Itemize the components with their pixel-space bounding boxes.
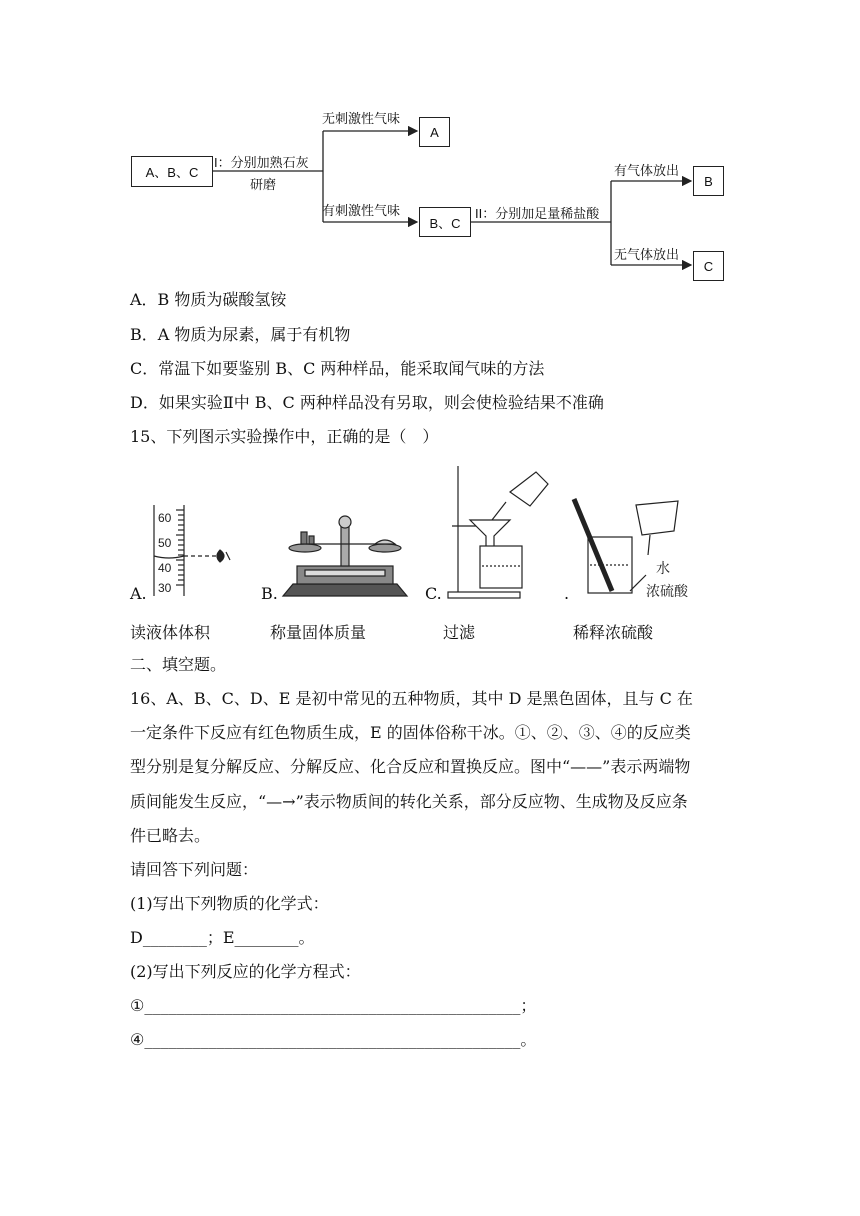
- q16-line-4: 质间能发生反应，“—→”表示物质间的转化关系，部分反应物、生成物及反应条: [130, 792, 688, 811]
- q14-option-b: B．A 物质为尿素，属于有机物: [130, 325, 351, 344]
- step1-label: I：分别加熟石灰: [214, 155, 309, 170]
- q16-part1: (1)写出下列物质的化学式：: [130, 894, 329, 913]
- option-b-marker: B.: [261, 584, 278, 603]
- q16-line-5: 件已略去。: [130, 826, 211, 845]
- tick-label-30: 30: [158, 581, 172, 595]
- caption-read-volume: 读液体体积: [130, 623, 211, 642]
- caption-dilute-acid: 稀释浓硫酸: [573, 623, 654, 642]
- branch-gas-label: 有气体放出: [614, 163, 680, 178]
- flow-box-c-label: C: [703, 258, 714, 274]
- flow-box-b: [693, 166, 724, 196]
- branch-no-smell-label: 无刺激性气味: [322, 111, 401, 126]
- caption-filtration: 过滤: [443, 623, 476, 642]
- flow-box-a: [419, 117, 450, 147]
- q16-line-1: 16、A、B、C、D、E 是初中常见的五种物质，其中 D 是黑色固体，且与 C 在: [130, 689, 693, 708]
- dilution-illustration: [570, 495, 690, 605]
- flow-box-a-label: A: [430, 124, 439, 140]
- acid-label: 浓硫酸: [646, 583, 688, 599]
- q14-option-c: C．常温下如要鉴别 B、C 两种样品，能采取闻气味的方法: [130, 359, 545, 378]
- flow-box-bc-label: B、C: [429, 215, 461, 231]
- filtration-illustration: [440, 462, 560, 602]
- flow-start-label: A、B、C: [145, 165, 199, 180]
- q14-option-a: A．B 物质为碳酸氢铵: [130, 290, 287, 309]
- option-d-marker: .: [564, 584, 570, 603]
- q15-stem: 15、下列图示实验操作中，正确的是（ ）: [130, 427, 439, 446]
- caption-weigh-solid: 称量固体质量: [270, 623, 367, 642]
- q14-option-d: D．如果实验Ⅱ中 B、C 两种样品没有另取，则会使检验结果不准确: [130, 393, 604, 412]
- q16-line-3: 型分别是复分解反应、分解反应、化合反应和置换反应。图中“——”表示两端物: [130, 757, 691, 776]
- water-label: 水: [656, 560, 670, 576]
- flow-box-bc: [419, 207, 471, 237]
- step2-label: II：分别加足量稀盐酸: [475, 206, 600, 221]
- tick-label-60: 60: [158, 511, 172, 525]
- balance-illustration: [275, 510, 415, 602]
- q16-equation-4: ④_______________________________________________。: [130, 1030, 537, 1049]
- flow-box-c: [693, 251, 724, 281]
- q16-line-2: 一定条件下反应有红色物质生成，E 的固体俗称干冰。①、②、③、④的反应类: [130, 723, 691, 742]
- cylinder-reading-illustration: [130, 500, 250, 600]
- flow-box-b-label: B: [704, 173, 713, 189]
- tick-label-50: 50: [158, 536, 172, 550]
- option-a-marker: A.: [130, 584, 147, 603]
- step1-sub-label: 研磨: [250, 177, 277, 192]
- q16-prompt: 请回答下列问题：: [130, 860, 259, 879]
- branch-smell-label: 有刺激性气味: [322, 203, 401, 218]
- option-c-marker: C.: [425, 584, 442, 603]
- section-heading: 二、填空题。: [130, 655, 227, 674]
- branch-no-gas-label: 无气体放出: [614, 247, 680, 262]
- tick-label-40: 40: [158, 561, 172, 575]
- q16-part2: (2)写出下列反应的化学方程式：: [130, 962, 361, 981]
- q16-equation-1: ①_______________________________________________；: [130, 996, 537, 1015]
- flow-start-box: [131, 156, 213, 187]
- q16-part1-blanks: D________；E________。: [130, 928, 315, 947]
